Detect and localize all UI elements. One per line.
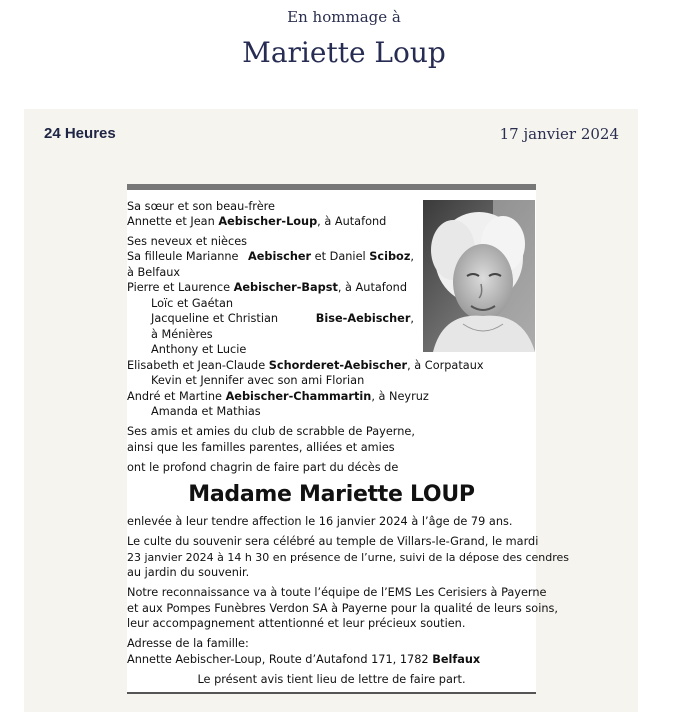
notice-line: à Belfaux (127, 266, 181, 279)
notice-line: André et Martine Aebischer-Chammartin, à Neyruz (127, 390, 429, 403)
notice-bottom-rule (127, 692, 536, 694)
notice-line: Anthony et Lucie (151, 343, 247, 356)
family-address-label: Adresse de la famille: (127, 637, 249, 650)
notice-line: Loïc et Gaétan (151, 297, 234, 310)
notice-top-rule (127, 184, 536, 190)
notice-line: leur accompagnement attentionné et leur précieux soutien. (127, 617, 466, 630)
notice-line: Amanda et Mathias (151, 405, 261, 418)
notice-line: Sa sœur et son beau-frère (127, 200, 275, 213)
portrait-image (423, 200, 535, 352)
notice-line: ont le profond chagrin de faire part du décès de (127, 461, 399, 474)
notice-line: Sa filleule Marianne Aebischer et Daniel Sciboz, (127, 250, 414, 263)
notice-line: Notre reconnaissance va à toute l’équipe de l’EMS Les Cerisiers à Payerne (127, 586, 547, 599)
notice-line: Kevin et Jennifer avec son ami Florian (151, 374, 365, 387)
notice-line: au jardin du souvenir. (127, 566, 250, 579)
notice-line: Le culte du souvenir sera célébré au temple de Villars-le-Grand, le mardi (127, 535, 539, 548)
notice-line: Pierre et Laurence Aebischer-Bapst, à Autafond (127, 281, 408, 294)
portrait-photo (423, 200, 535, 352)
notice-line: 23 janvier 2024 à 14 h 30 en présence de l’urne, suivi de la dépose des cendres (127, 551, 570, 564)
tribute-kicker: En hommage à (287, 8, 401, 26)
notice-line: à Ménières (151, 328, 213, 341)
page-title: Mariette Loup (242, 36, 446, 69)
obituary-panel (24, 109, 638, 712)
newspaper-name: 24 Heures (44, 125, 116, 142)
notice-line: ainsi que les familles parentes, alliées et amies (127, 441, 395, 454)
notice-line: Ses amis et amies du club de scrabble de Payerne, (127, 425, 415, 438)
notice-line: Annette et Jean Aebischer-Loup, à Autafond (127, 215, 387, 228)
notice-line: enlevée à leur tendre affection le 16 janvier 2024 à l’âge de 79 ans. (127, 515, 513, 528)
notice-line: Jacqueline et Christian Bise-Aebischer, (151, 312, 414, 325)
death-notice (127, 184, 570, 694)
notice-line: et aux Pompes Funèbres Verdon SA à Payerne pour la qualité de leurs soins, (127, 602, 558, 615)
notice-line: Ses neveux et nièces (127, 235, 248, 248)
deceased-name: Madame Mariette LOUP (188, 482, 475, 507)
notice-line: Elisabeth et Jean-Claude Schorderet-Aebischer, à Corpataux (127, 359, 484, 372)
family-address: Annette Aebischer-Loup, Route d’Autafond 171, 1782 Belfaux (127, 653, 481, 666)
notice-footer: Le présent avis tient lieu de lettre de faire part. (197, 673, 466, 686)
publication-date: 17 janvier 2024 (499, 125, 619, 143)
